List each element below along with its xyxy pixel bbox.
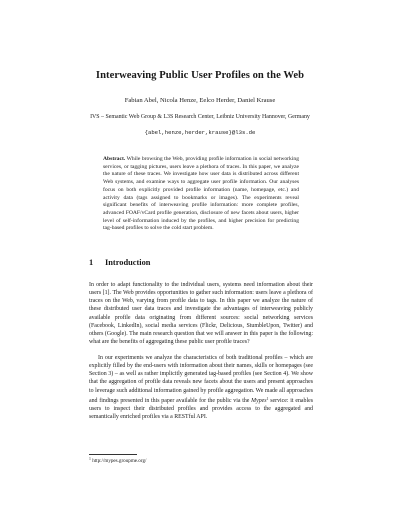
footnote-mark: 1 bbox=[266, 396, 269, 401]
footnote-number: 1 bbox=[89, 457, 91, 461]
footnote-divider bbox=[89, 454, 137, 455]
abstract-label: Abstract. bbox=[103, 156, 126, 162]
abstract bbox=[103, 156, 299, 233]
abstract-text: While browsing the Web, providing profile information in social networking services, or tagging pictures, users leave a plethora of traces. In this paper, we analyze the nature of these traces. We investigate how user data is distributed across different Web systems, and examine ways to aggregate user profile information. Our analyses focus on both explicitly provided profile information (name, homepage, etc.) and activity data (tags assigned to bookmarks or images). The experiments reveal significant benefits of interweaving profile information: more complete profiles, advanced FOAF/vCard profile generation, disclosure of new facets about users, higher level of self-information induced by the profiles, and higher precision for predicting tag-based profiles to solve the cold start problem. bbox=[103, 156, 299, 232]
intro-paragraph-2 bbox=[89, 354, 313, 421]
footnote-url[interactable]: http://mypes.groupme.org/ bbox=[92, 458, 147, 464]
paper-title: Interweaving Public User Profiles on the Web bbox=[95, 70, 305, 81]
footnote bbox=[89, 457, 146, 464]
author-list: Fabian Abel, Nicola Henze, Eelco Herder, Daniel Krause bbox=[124, 97, 276, 104]
mypes-service-name: Mypes bbox=[251, 397, 267, 404]
paragraph-2-text-b: service: it enables users to inspect their distributed profiles and provides access to the aggregated and semantically enriched profiles via a RESTful API. bbox=[89, 397, 313, 421]
affiliation: IVS – Semantic Web Group & L3S Research Center, Leibniz University Hannover, Germany bbox=[90, 114, 310, 120]
author-email: {abel,henze,herder,krause}@l3s.de bbox=[144, 129, 256, 136]
paragraph-2-text-a: In our experiments we analyze the characteristics of both traditional profiles – which are explicitly filled by the end-users with information about their names, skills or homepages (see Section 3) – as well as rather implicitly generated tag-based profiles (see Section 4). We show that the aggregation of profile data reveals new facets about the users and present approaches to leverage such additional information gained by profile aggregation. We made all approaches and findings presented in this paper available for the public via the bbox=[89, 355, 313, 404]
section-heading bbox=[89, 258, 150, 267]
intro-paragraph-1: In order to adapt functionality to the individual users, systems need information about their users [1]. The Web provides opportunities to gather such information: users leave a plethora of traces on the Web, varying from profile data to tags. In this paper we analyze the nature of these distributed user data traces and investigate the advantages of interweaving publicly available profile data originating from different sources: social networking services (Facebook, LinkedIn), social media services (Flickr, Delicious, StumbleUpon, Twitter) and others (Google). The main research question that we will answer in this paper is the following: what are the benefits of aggregating these public user profile traces? bbox=[89, 282, 313, 346]
section-number: 1 bbox=[89, 258, 94, 267]
section-title: Introduction bbox=[105, 258, 151, 267]
